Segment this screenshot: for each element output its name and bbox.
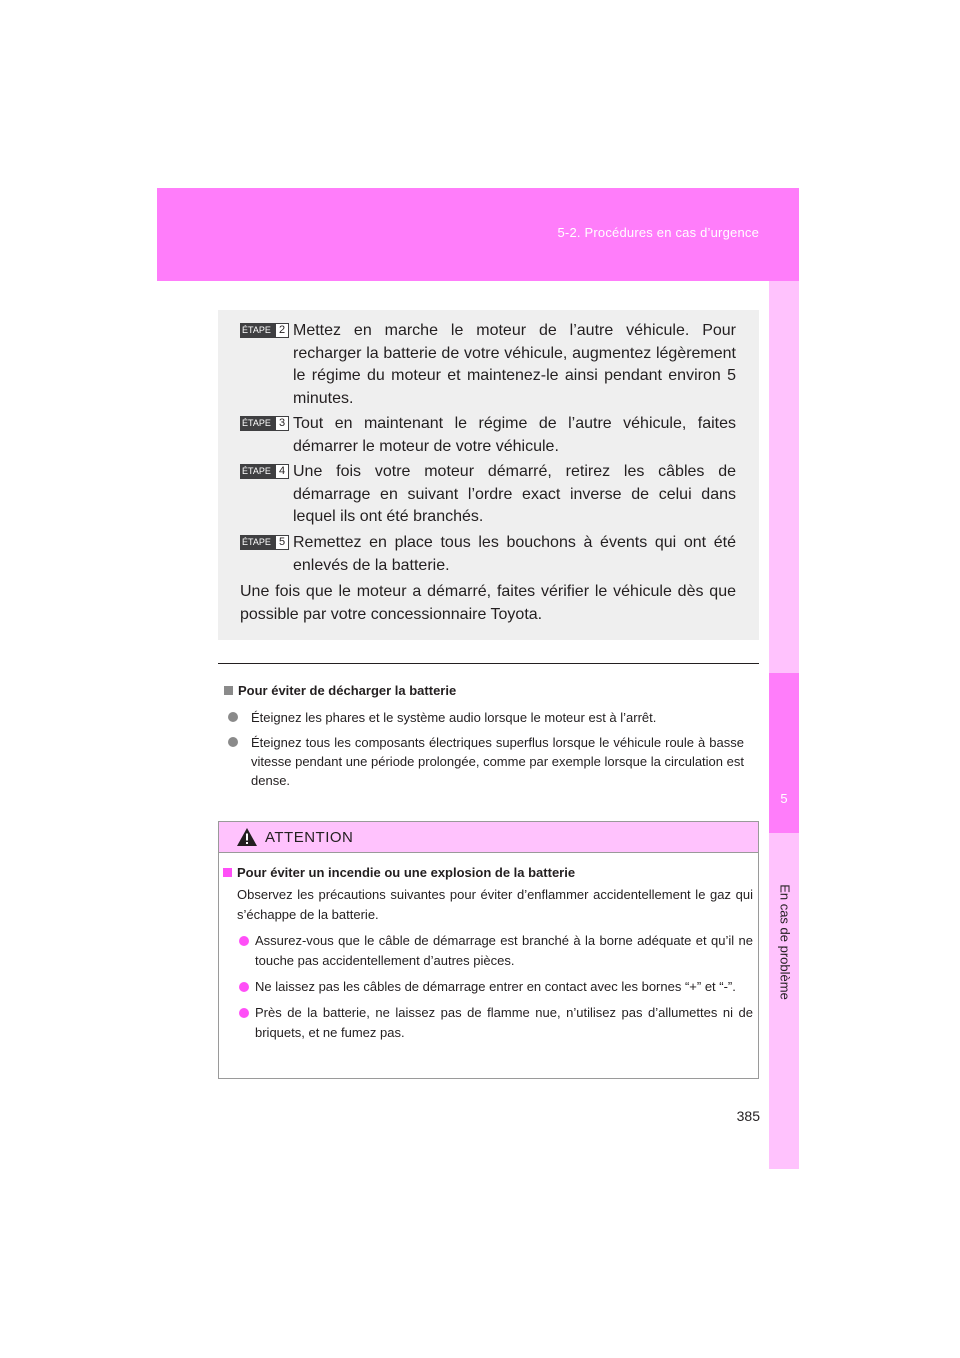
step-badge: ÉTAPE 2 — [240, 323, 289, 338]
tip-heading: Pour éviter de décharger la batterie — [224, 682, 744, 700]
step-badge: ÉTAPE 4 — [240, 464, 289, 479]
warning-box — [218, 821, 759, 1079]
chapter-tab[interactable] — [769, 673, 799, 833]
warning-triangle-icon — [236, 827, 258, 847]
section-divider — [218, 663, 759, 664]
step-number: 4 — [275, 464, 289, 479]
circle-bullet-icon — [228, 712, 238, 722]
warning-body — [223, 863, 753, 1049]
circle-bullet-icon — [239, 936, 249, 946]
step-text: Mettez en marche le moteur de l’autre véhicule. Pour recharger la batterie de votre véhicule, augmentez légèrement le régime du moteur et maintenez-le ainsi pendant environ 5 minutes. — [293, 322, 736, 407]
page-number: 385 — [736, 1108, 760, 1124]
warning-intro: Observez les précautions suivantes pour éviter d’enflammer accidentellement le gaz qui s’échappe de la batterie. — [237, 887, 753, 922]
warning-heading: Pour éviter un incendie ou une explosion de la batterie — [223, 863, 753, 882]
tip-item: Éteignez tous les composants électriques superflus lorsque le véhicule roule à basse vitesse pendant une période prolongée, comme par exemple lorsque la circulation est dense. — [224, 733, 744, 790]
step-badge: ÉTAPE 3 — [240, 416, 289, 431]
step-item — [240, 532, 736, 577]
procedure-steps-box — [218, 310, 759, 640]
warning-item: Ne laissez pas les câbles de démarrage entrer en contact avec les bornes “+” et “-”. — [223, 977, 753, 997]
circle-bullet-icon — [228, 737, 238, 747]
side-tab-upper — [769, 281, 799, 673]
chapter-label: En cas de problème — [777, 884, 793, 1000]
step-text: Tout en maintenant le régime de l’autre véhicule, faites démarrer le moteur de votre véhicule. — [293, 415, 736, 455]
chapter-number: 5 — [780, 791, 788, 806]
section-header-band — [157, 188, 799, 281]
warning-title: ATTENTION — [265, 829, 354, 846]
step-item — [240, 413, 736, 458]
closing-paragraph: Une fois que le moteur a démarré, faites vérifier le véhicule dès que possible par votre concessionnaire Toyota. — [240, 583, 736, 623]
tip-item: Éteignez les phares et le système audio lorsque le moteur est à l’arrêt. — [224, 708, 744, 727]
step-number: 3 — [275, 416, 289, 431]
warning-header — [219, 822, 758, 853]
step-item — [240, 461, 736, 529]
warning-item: Près de la batterie, ne laissez pas de flamme nue, n’utilisez pas d’allumettes ni de briquets, et ne fumez pas. — [223, 1003, 753, 1043]
step-text: Remettez en place tous les bouchons à évents qui ont été enlevés de la batterie. — [293, 534, 736, 574]
circle-bullet-icon — [239, 982, 249, 992]
square-bullet-icon — [223, 868, 232, 877]
square-bullet-icon — [224, 686, 233, 695]
step-number: 5 — [275, 535, 289, 550]
step-text: Une fois votre moteur démarré, retirez les câbles de démarrage en suivant l’ordre exact inverse de celui dans lequel ils ont été branchés. — [293, 463, 736, 525]
circle-bullet-icon — [239, 1008, 249, 1018]
step-number: 2 — [275, 323, 289, 338]
tip-section — [224, 682, 744, 796]
warning-item: Assurez-vous que le câble de démarrage est branché à la borne adéquate et qu’il ne touche pas accidentellement d’autres pièces. — [223, 931, 753, 971]
step-badge: ÉTAPE 5 — [240, 535, 289, 550]
section-title: 5-2. Procédures en cas d’urgence — [557, 225, 759, 240]
step-item — [240, 320, 736, 410]
